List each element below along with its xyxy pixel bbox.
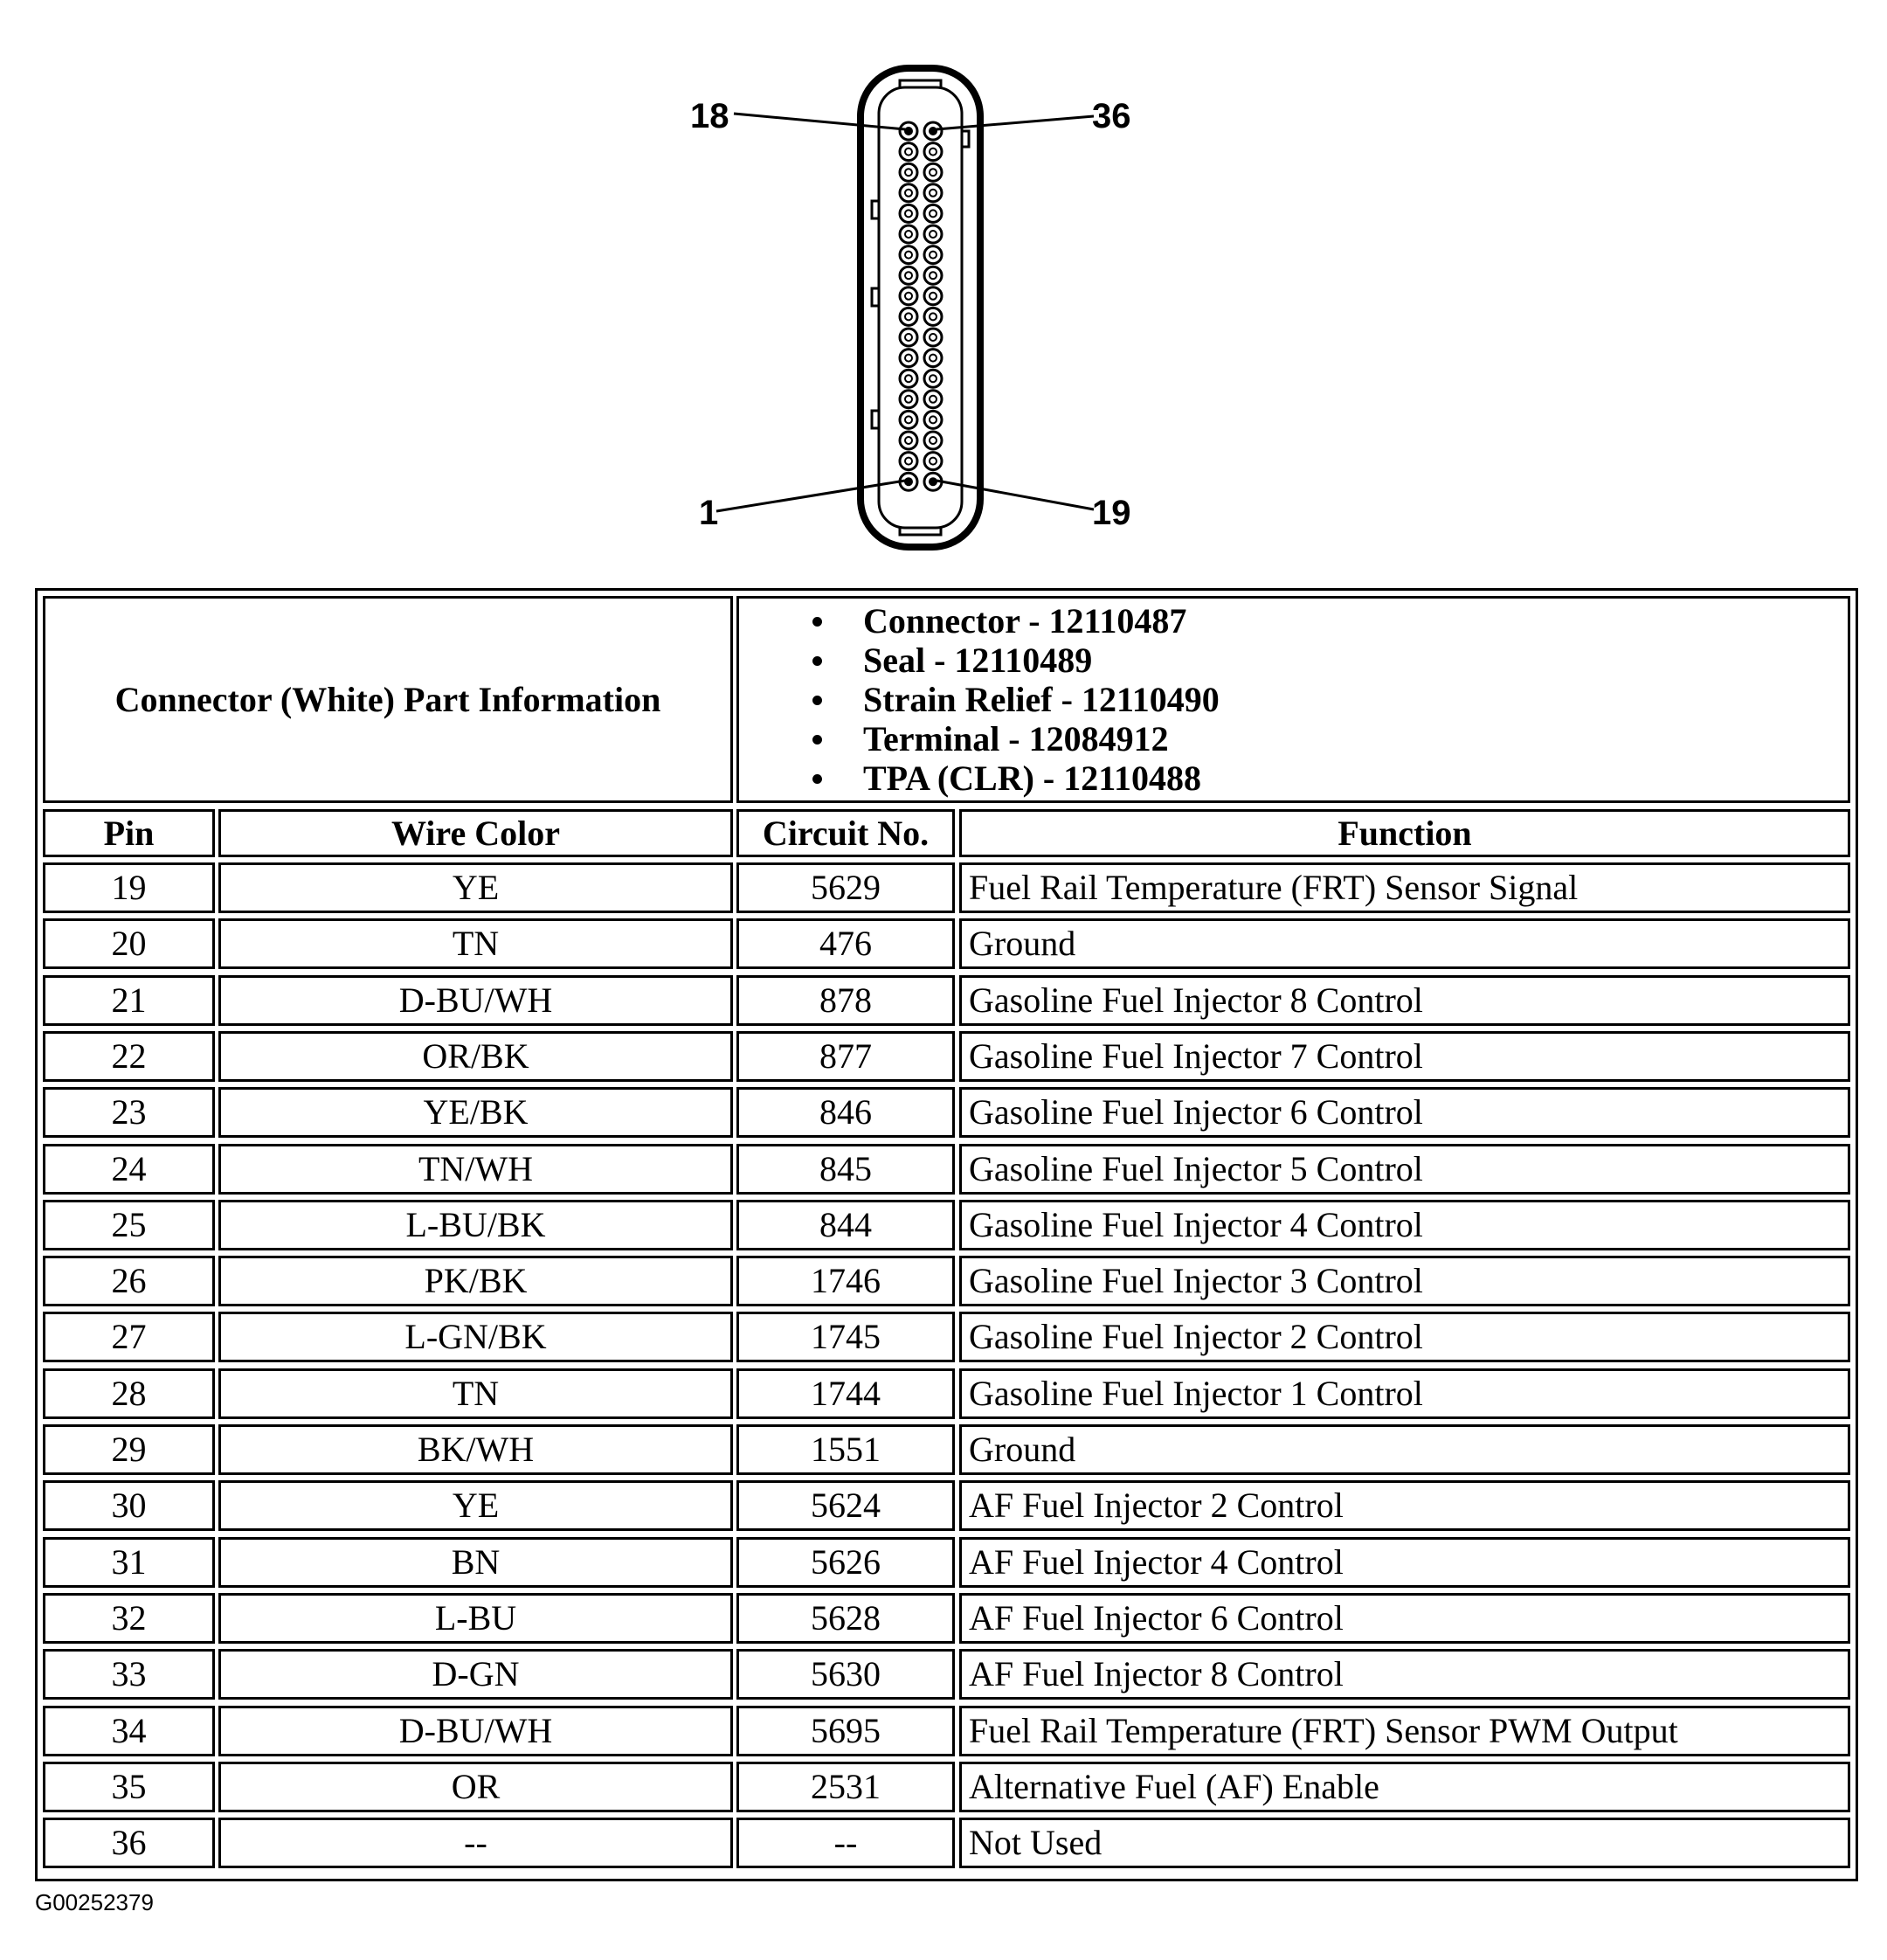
connector-diagram xyxy=(0,0,1887,568)
cell-pin: 32 xyxy=(43,1593,215,1644)
cell-wire-color: TN/WH xyxy=(218,1144,733,1195)
connector-housing xyxy=(861,68,980,547)
connector-pin-center xyxy=(905,128,912,135)
connector-pin xyxy=(900,287,917,305)
part-info-item: Connector - 12110487 xyxy=(800,601,1220,641)
pin-grid xyxy=(900,122,942,490)
cell-pin: 26 xyxy=(43,1256,215,1306)
cell-function: Gasoline Fuel Injector 2 Control xyxy=(959,1312,1850,1362)
connector-pin xyxy=(924,246,942,264)
connector-pin xyxy=(900,184,917,202)
cell-circuit-no: 1551 xyxy=(736,1424,955,1475)
cell-wire-color: BK/WH xyxy=(218,1424,733,1475)
cell-function: Ground xyxy=(959,1424,1850,1475)
connector-pin xyxy=(924,184,942,202)
header-circuit-no: Circuit No. xyxy=(736,809,955,857)
connector-pin xyxy=(900,350,917,367)
cell-circuit-no: 846 xyxy=(736,1087,955,1138)
part-info-label: Connector (White) Part Information xyxy=(114,679,661,719)
cell-function: Gasoline Fuel Injector 3 Control xyxy=(959,1256,1850,1306)
part-info-item: TPA (CLR) - 12110488 xyxy=(800,758,1220,798)
cell-circuit-no: 476 xyxy=(736,918,955,969)
figure-id: G00252379 xyxy=(35,1889,154,1915)
connector-pin xyxy=(924,370,942,387)
part-info-item: Strain Relief - 12110490 xyxy=(800,680,1220,719)
connector-pin xyxy=(924,267,942,284)
cell-function: Gasoline Fuel Injector 8 Control xyxy=(959,975,1850,1026)
connector-pinout-table xyxy=(35,588,1858,1881)
cell-wire-color: TN xyxy=(218,918,733,969)
pin-label-36: 36 xyxy=(1092,97,1131,135)
cell-function: Fuel Rail Temperature (FRT) Sensor PWM Output xyxy=(959,1706,1850,1756)
cell-pin: 24 xyxy=(43,1144,215,1195)
connector-pin-center xyxy=(930,478,937,485)
cell-circuit-no: 845 xyxy=(736,1144,955,1195)
connector-pin xyxy=(924,225,942,243)
cell-pin: 21 xyxy=(43,975,215,1026)
cell-pin: 31 xyxy=(43,1537,215,1588)
leader-line-1 xyxy=(716,481,905,511)
cell-wire-color: -- xyxy=(218,1818,733,1868)
part-info-item: Seal - 12110489 xyxy=(800,641,1220,680)
cell-pin: 33 xyxy=(43,1649,215,1700)
cell-function: Gasoline Fuel Injector 4 Control xyxy=(959,1200,1850,1250)
cell-circuit-no: 1745 xyxy=(736,1312,955,1362)
cell-wire-color: YE/BK xyxy=(218,1087,733,1138)
connector-pin xyxy=(900,329,917,346)
cell-circuit-no: 1744 xyxy=(736,1368,955,1419)
cell-circuit-no: 5695 xyxy=(736,1706,955,1756)
cell-function: Gasoline Fuel Injector 7 Control xyxy=(959,1031,1850,1082)
cell-wire-color: D-BU/WH xyxy=(218,975,733,1026)
cell-pin: 36 xyxy=(43,1818,215,1868)
cell-pin: 34 xyxy=(43,1706,215,1756)
cell-function: Not Used xyxy=(959,1818,1850,1868)
cell-circuit-no: 5626 xyxy=(736,1537,955,1588)
cell-wire-color: D-BU/WH xyxy=(218,1706,733,1756)
cell-pin: 28 xyxy=(43,1368,215,1419)
connector-pin xyxy=(924,287,942,305)
cell-function: Gasoline Fuel Injector 1 Control xyxy=(959,1368,1850,1419)
cell-function: Fuel Rail Temperature (FRT) Sensor Signal xyxy=(959,862,1850,913)
cell-circuit-no: 5628 xyxy=(736,1593,955,1644)
cell-wire-color: L-BU/BK xyxy=(218,1200,733,1250)
cell-wire-color: OR xyxy=(218,1762,733,1812)
part-info-list xyxy=(800,601,1220,798)
cell-wire-color: YE xyxy=(218,1480,733,1531)
part-info-list-cell xyxy=(736,596,1850,803)
cell-wire-color: YE xyxy=(218,862,733,913)
connector-pin xyxy=(924,308,942,325)
cell-circuit-no: 878 xyxy=(736,975,955,1026)
header-pin: Pin xyxy=(43,809,215,857)
cell-wire-color: TN xyxy=(218,1368,733,1419)
connector-pin xyxy=(924,163,942,181)
connector-pin xyxy=(924,204,942,222)
connector-pin xyxy=(900,246,917,264)
cell-circuit-no: 5630 xyxy=(736,1649,955,1700)
cell-function: Gasoline Fuel Injector 5 Control xyxy=(959,1144,1850,1195)
cell-pin: 22 xyxy=(43,1031,215,1082)
connector-pin xyxy=(924,143,942,161)
connector-pin xyxy=(924,453,942,470)
cell-pin: 19 xyxy=(43,862,215,913)
connector-pin xyxy=(900,163,917,181)
cell-wire-color: OR/BK xyxy=(218,1031,733,1082)
pin-label-18: 18 xyxy=(690,97,729,135)
cell-pin: 27 xyxy=(43,1312,215,1362)
cell-function: AF Fuel Injector 6 Control xyxy=(959,1593,1850,1644)
cell-circuit-no: 5629 xyxy=(736,862,955,913)
connector-pin-center xyxy=(930,128,937,135)
leader-line-36 xyxy=(937,116,1094,129)
cell-function: AF Fuel Injector 2 Control xyxy=(959,1480,1850,1531)
connector-pin xyxy=(900,370,917,387)
cell-function: AF Fuel Injector 8 Control xyxy=(959,1649,1850,1700)
cell-wire-color: L-BU xyxy=(218,1593,733,1644)
cell-wire-color: D-GN xyxy=(218,1649,733,1700)
connector-pin xyxy=(900,267,917,284)
connector-pin xyxy=(924,350,942,367)
cell-circuit-no: 1746 xyxy=(736,1256,955,1306)
connector-pin-center xyxy=(905,478,912,485)
cell-pin: 20 xyxy=(43,918,215,969)
cell-function: Alternative Fuel (AF) Enable xyxy=(959,1762,1850,1812)
header-wire-color: Wire Color xyxy=(218,809,733,857)
cell-circuit-no: 2531 xyxy=(736,1762,955,1812)
pin-label-1: 1 xyxy=(699,494,719,532)
cell-circuit-no: 5624 xyxy=(736,1480,955,1531)
cell-wire-color: BN xyxy=(218,1537,733,1588)
cell-circuit-no: 877 xyxy=(736,1031,955,1082)
cell-pin: 25 xyxy=(43,1200,215,1250)
part-info-label-cell xyxy=(43,596,733,803)
connector-pin xyxy=(900,411,917,428)
cell-pin: 30 xyxy=(43,1480,215,1531)
connector-pin xyxy=(900,391,917,408)
cell-function: Ground xyxy=(959,918,1850,969)
cell-function: AF Fuel Injector 4 Control xyxy=(959,1537,1850,1588)
cell-circuit-no: 844 xyxy=(736,1200,955,1250)
connector-pin xyxy=(924,329,942,346)
pin-label-19: 19 xyxy=(1092,494,1131,532)
connector-pin xyxy=(924,391,942,408)
connector-pin xyxy=(900,432,917,449)
leader-line-19 xyxy=(937,481,1094,509)
cell-pin: 35 xyxy=(43,1762,215,1812)
header-function: Function xyxy=(959,809,1850,857)
cell-pin: 23 xyxy=(43,1087,215,1138)
connector-pin xyxy=(900,225,917,243)
connector-pin xyxy=(924,411,942,428)
cell-pin: 29 xyxy=(43,1424,215,1475)
connector-pin xyxy=(924,432,942,449)
cell-function: Gasoline Fuel Injector 6 Control xyxy=(959,1087,1850,1138)
cell-circuit-no: -- xyxy=(736,1818,955,1868)
cell-wire-color: PK/BK xyxy=(218,1256,733,1306)
connector-pin xyxy=(900,453,917,470)
connector-pin xyxy=(900,204,917,222)
connector-pin xyxy=(900,143,917,161)
part-info-item: Terminal - 12084912 xyxy=(800,719,1220,758)
connector-pin xyxy=(900,308,917,325)
cell-wire-color: L-GN/BK xyxy=(218,1312,733,1362)
